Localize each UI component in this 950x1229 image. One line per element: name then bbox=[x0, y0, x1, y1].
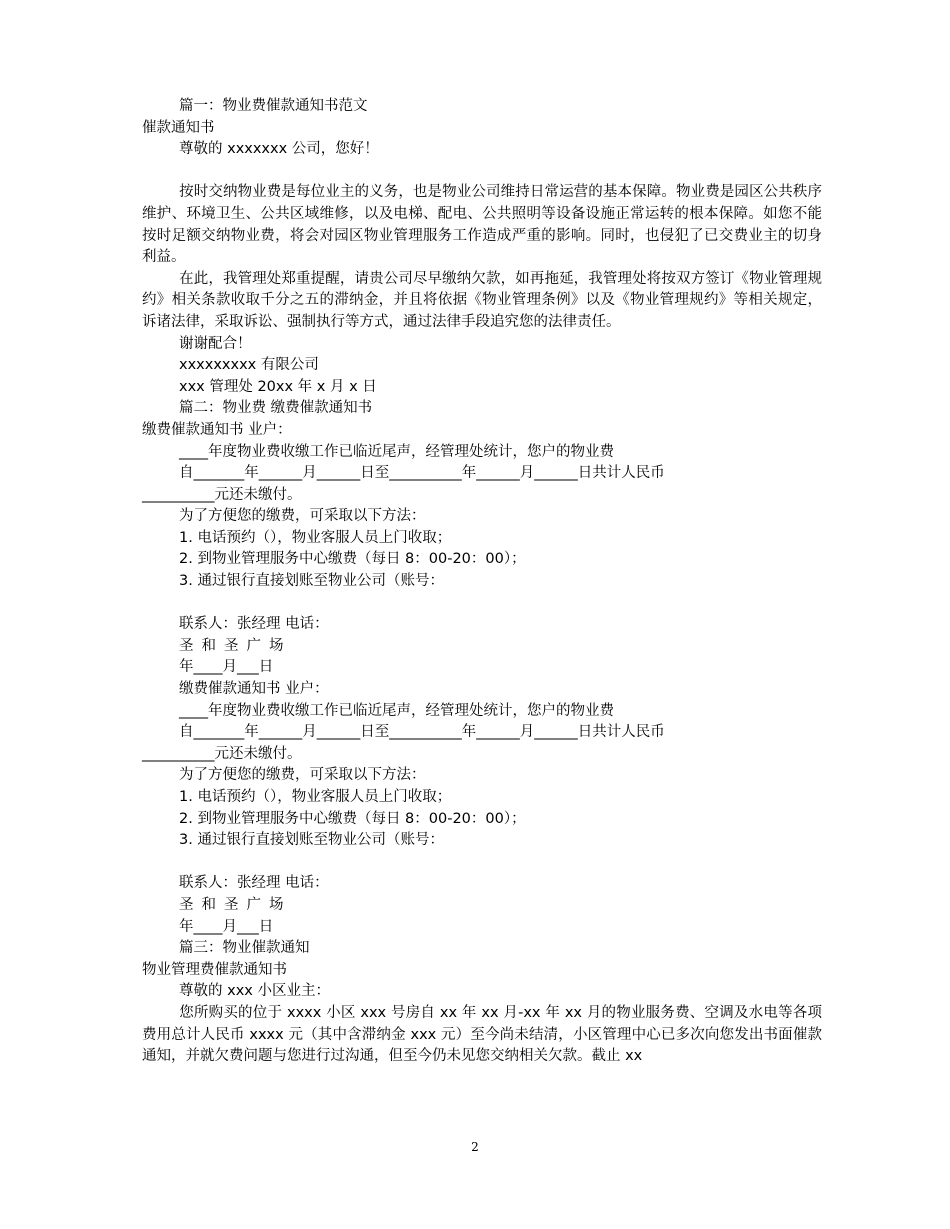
from-line-a: 自_______年______月______日至__________年______月______日共计人民币 bbox=[179, 465, 665, 482]
contact-line-a: 联系人：张经理 电话： bbox=[179, 616, 329, 633]
date-blank-b: 年____月___日 bbox=[179, 918, 274, 935]
blank-line bbox=[142, 852, 822, 874]
notice-title-1: 催款通知书 bbox=[142, 119, 215, 136]
document-body bbox=[142, 96, 822, 1068]
method-2-a: 2. 到物业管理服务中心缴费（每日 8：00-20：00）； bbox=[179, 551, 526, 568]
year-line-b: ____年度物业费收缴工作已临近尾声，经管理处统计，您户的物业费 bbox=[179, 702, 614, 719]
paragraph-2: 在此，我管理处郑重提醒，请贵公司尽早缴纳欠款，如再拖延，我管理处将按双方签订《物业管理规约》相关条款收取千分之五的滞纳金，并且将依据《物业管理条例》以及《物业管理规约》等相关规定，诉诸法律，采取诉讼、强制执行等方式，通过法律手段追究您的法律责任。 bbox=[142, 270, 822, 330]
methods-intro-b: 为了方便您的缴费，可采取以下方法： bbox=[179, 767, 426, 784]
page-number: 2 bbox=[471, 1140, 479, 1154]
section-heading-2: 篇二：物业费 缴费催款通知书 bbox=[179, 400, 373, 417]
method-1-a: 1. 电话预约（），物业客服人员上门收取； bbox=[179, 529, 452, 546]
notice-title-3: 物业管理费催款通知书 bbox=[142, 961, 287, 978]
office-date-line: xxx 管理处 20xx 年 x 月 x 日 bbox=[179, 378, 377, 395]
thanks-line: 谢谢配合！ bbox=[179, 335, 252, 352]
section-heading-3: 篇三：物业催款通知 bbox=[179, 940, 310, 957]
plaza-line-a: 圣和圣广场 bbox=[179, 637, 292, 654]
salutation-1: 尊敬的 xxxxxxx 公司，您好！ bbox=[179, 141, 379, 158]
section-heading-1: 篇一：物业费催款通知书范文 bbox=[179, 98, 368, 114]
plaza-line-b: 圣和圣广场 bbox=[179, 896, 292, 913]
paragraph-3: 您所购买的位于 xxxx 小区 xxx 号房自 xx 年 xx 月-xx 年 xx 月的物业服务费、空调及水电等各项费用总计人民币 xxxx 元（其中含滞纳金 xxx 元）至今尚未结清，小区管理中心已多次向您发出书面催款通知，并就欠费问题与您进行过沟通，但至今仍未见您交纳相关欠款。截止 xx bbox=[142, 1004, 822, 1065]
from-line-b: 自_______年______月______日至__________年______月______日共计人民币 bbox=[179, 724, 665, 741]
method-3-b: 3. 通过银行直接划账至物业公司（账号： bbox=[179, 832, 444, 849]
method-1-b: 1. 电话预约（），物业客服人员上门收取； bbox=[179, 789, 452, 805]
date-blank-a: 年____月___日 bbox=[179, 659, 274, 676]
method-3-a: 3. 通过银行直接划账至物业公司（账号： bbox=[179, 573, 444, 590]
blank-line bbox=[142, 161, 822, 183]
salutation-3: 尊敬的 xxx 小区业主： bbox=[179, 983, 330, 1000]
blank-line bbox=[142, 593, 822, 615]
year-line-a: ____年度物业费收缴工作已临近尾声，经管理处统计，您户的物业费 bbox=[179, 443, 614, 460]
paragraph-1: 按时交纳物业费是每位业主的义务，也是物业公司维持日常运营的基本保障。物业费是园区公共秩序维护、环境卫生、公共区域维修，以及电梯、配电、公共照明等设备设施正常运转的根本保障。如您不能按时足额交纳物业费，将会对园区物业管理服务工作造成严重的影响。同时，也侵犯了已交费业主的切身利益。 bbox=[142, 184, 822, 266]
notice-title-2a: 缴费催款通知书 业户： bbox=[142, 421, 292, 438]
notice-title-2b: 缴费催款通知书 业户： bbox=[179, 681, 329, 698]
methods-intro-a: 为了方便您的缴费，可采取以下方法： bbox=[179, 508, 426, 525]
contact-line-b: 联系人：张经理 电话： bbox=[179, 875, 329, 892]
yuan-line-b: __________元还未缴付。 bbox=[142, 745, 302, 762]
method-2-b: 2. 到物业管理服务中心缴费（每日 8：00-20：00）； bbox=[179, 810, 526, 827]
yuan-line-a: __________元还未缴付。 bbox=[142, 486, 302, 503]
company-line: xxxxxxxxx 有限公司 bbox=[179, 357, 319, 374]
